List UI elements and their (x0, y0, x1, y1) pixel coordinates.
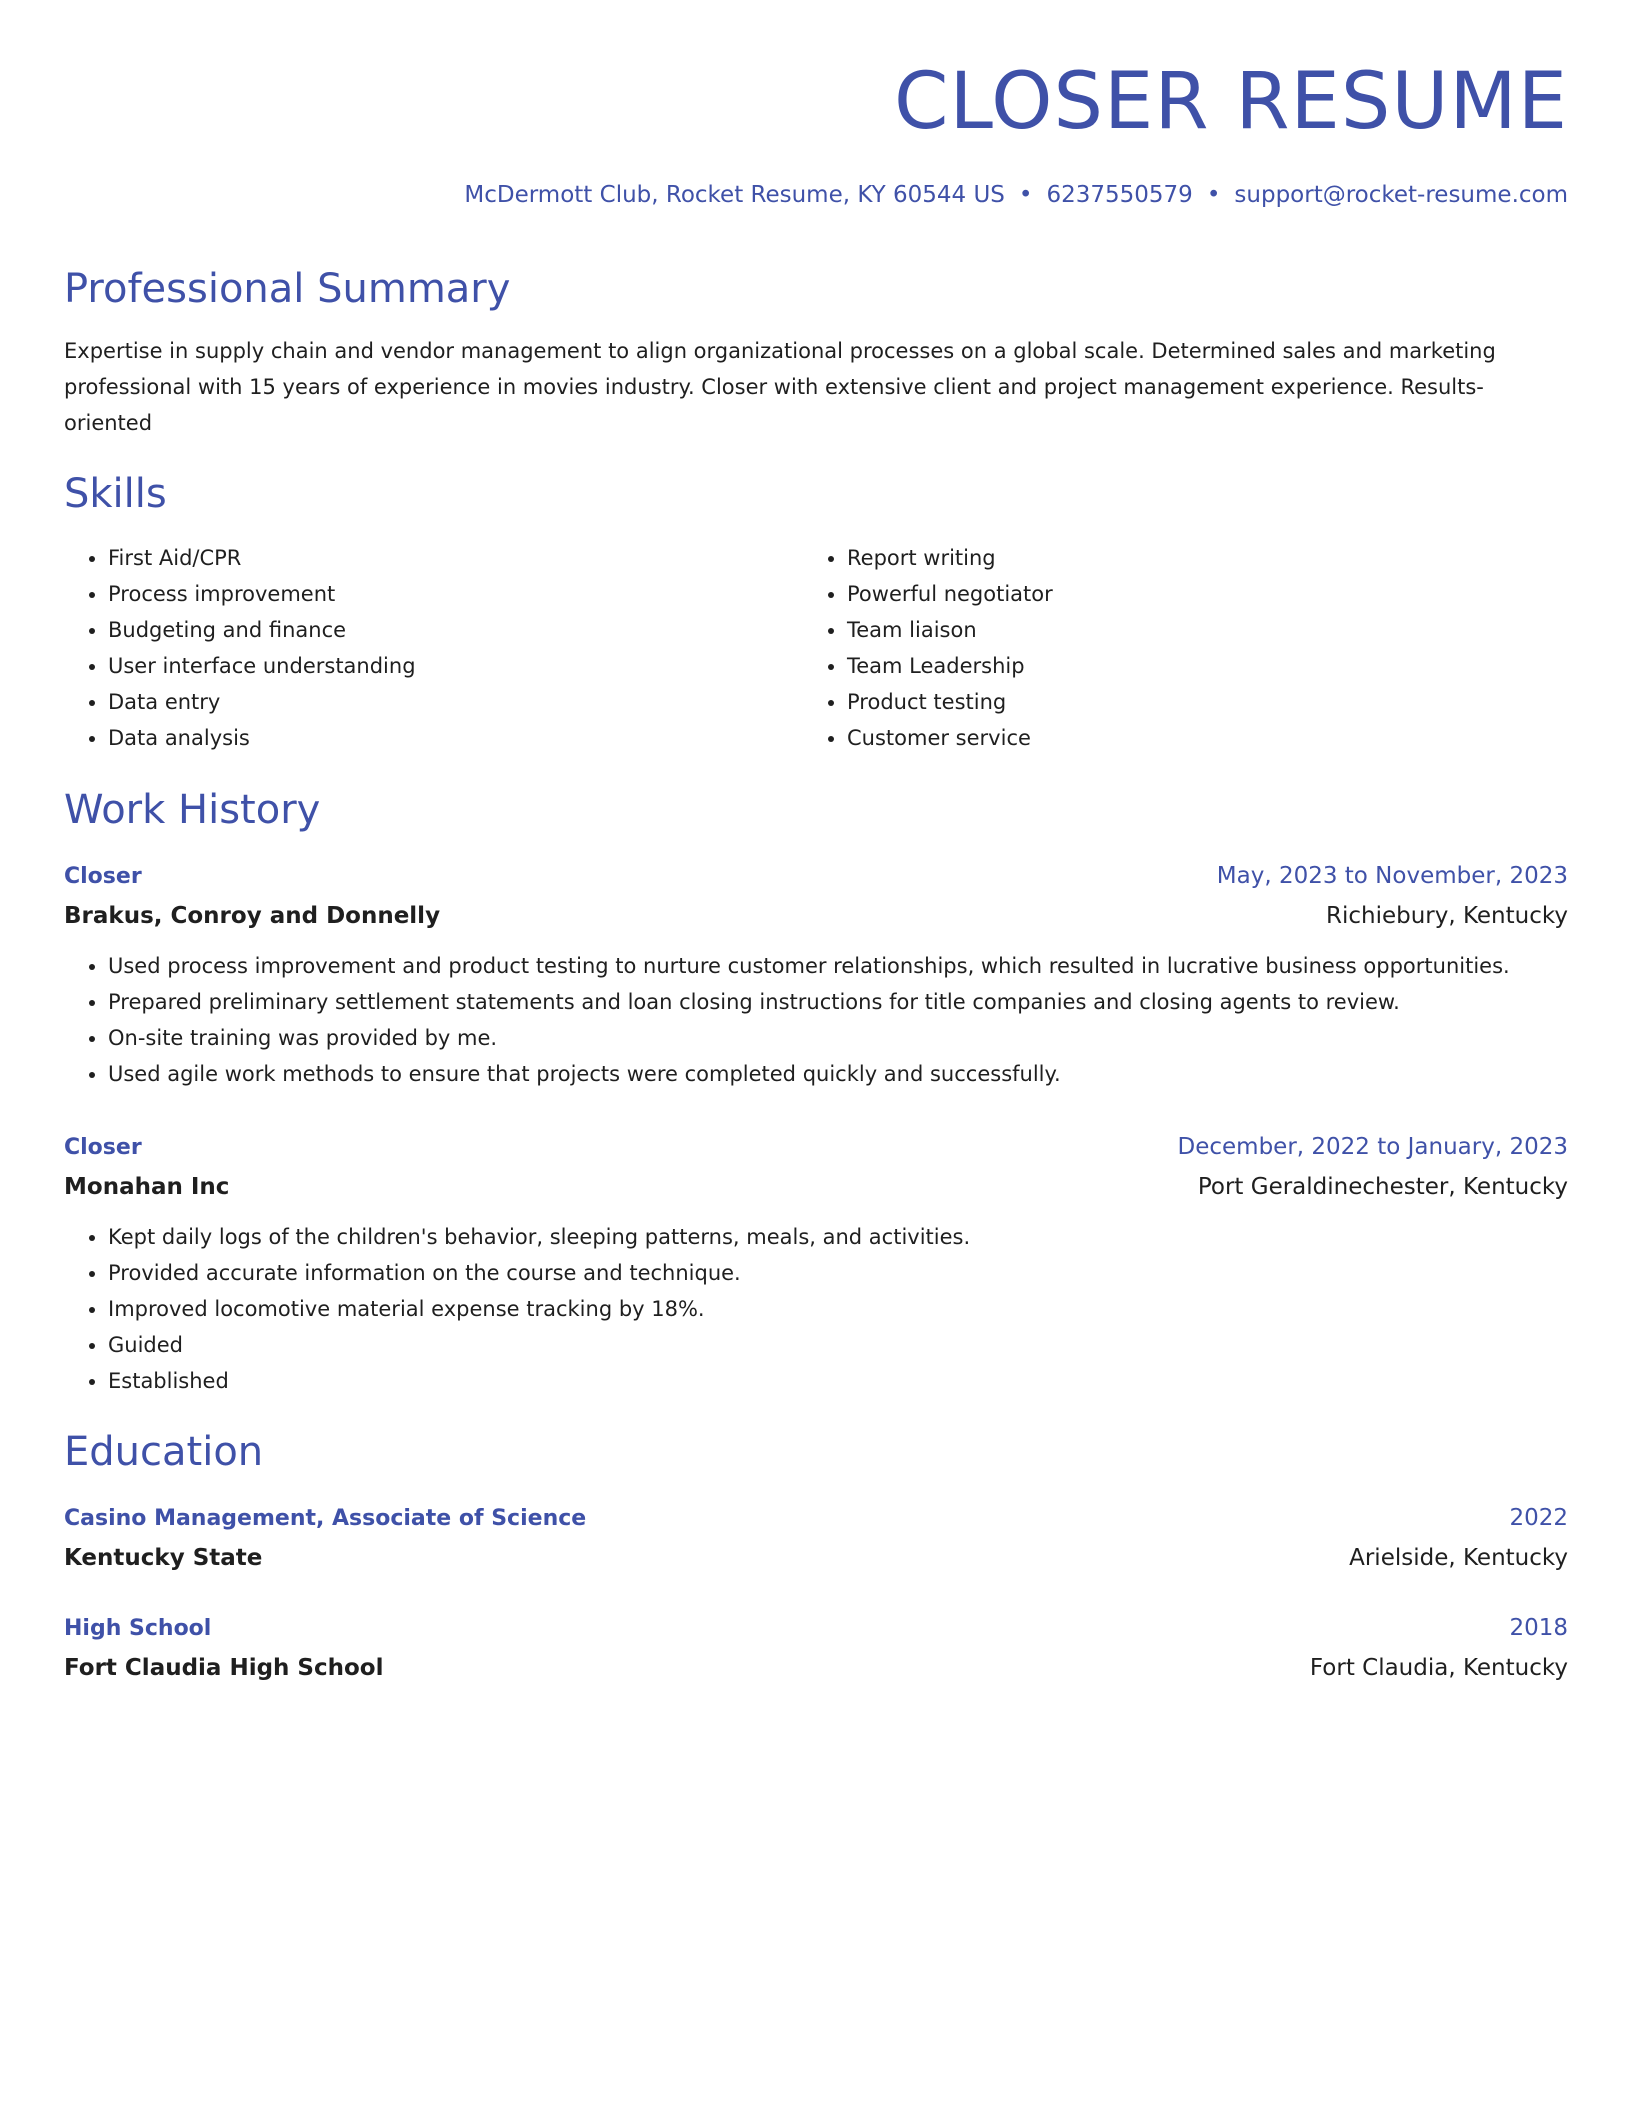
education-entry-subheader (64, 1648, 1568, 1688)
skills-list-right (803, 540, 1053, 756)
skill-item: • User interface understanding (108, 648, 416, 684)
job-bullet: • Kept daily logs of the children's behavior, sleeping patterns, meals, and activities. (108, 1219, 1568, 1255)
company-name: Monahan Inc (64, 1174, 230, 1200)
job-dates: December, 2022 to January, 2023 (1177, 1134, 1568, 1160)
contact-line (464, 182, 1568, 208)
summary-text: Expertise in supply chain and vendor management to align organizational processes on a global scale. Determined sales and marketing professional with 15 years of experience in movies industry. Closer with extensive client and project management experience. Results-oriented (64, 339, 1496, 435)
job-bullets (64, 948, 1568, 1092)
candidate-name: CLOSER RESUME (894, 57, 1568, 147)
skill-item: • Report writing (847, 540, 1053, 576)
work-entry-subheader (64, 1167, 1568, 1207)
work-history-heading: Work History (64, 787, 321, 833)
skill-item: • Customer service (847, 720, 1053, 756)
contact-phone: 6237550579 (1046, 182, 1193, 208)
graduation-year: 2022 (1509, 1505, 1568, 1531)
skill-item: • Process improvement (108, 576, 416, 612)
education-heading: Education (64, 1429, 264, 1475)
job-dates: May, 2023 to November, 2023 (1216, 863, 1568, 889)
job-bullet: • Prepared preliminary settlement statements and loan closing instructions for title companies and closing agents to review. (108, 984, 1568, 1020)
school-name: Kentucky State (64, 1545, 263, 1571)
job-bullet: • Used process improvement and product testing to nurture customer relationships, which resulted in lucrative business opportunities. (108, 948, 1568, 984)
company-name: Brakus, Conroy and Donnelly (64, 903, 441, 929)
summary-heading: Professional Summary (64, 266, 511, 312)
skills-list-left (64, 540, 416, 756)
degree-name: High School (64, 1616, 212, 1641)
job-bullets (64, 1219, 1568, 1399)
job-bullet: • Used agile work methods to ensure that projects were completed quickly and successfully. (108, 1056, 1568, 1092)
resume-header (64, 54, 1568, 150)
job-bullet: • Established (108, 1363, 1568, 1399)
skill-item: • Team Leadership (847, 648, 1053, 684)
job-title: Closer (64, 864, 142, 889)
job-location: Port Geraldinechester, Kentucky (1197, 1174, 1568, 1200)
skill-item: • Data analysis (108, 720, 416, 756)
school-location: Arielside, Kentucky (1349, 1545, 1568, 1571)
work-entry-header (64, 1127, 1568, 1167)
work-entry-subheader (64, 896, 1568, 936)
graduation-year: 2018 (1509, 1615, 1568, 1641)
school-name: Fort Claudia High School (64, 1655, 384, 1681)
skill-item: • First Aid/CPR (108, 540, 416, 576)
job-bullet: • Guided (108, 1327, 1568, 1363)
skill-item: • Data entry (108, 684, 416, 720)
job-bullet: • Improved locomotive material expense tracking by 18%. (108, 1291, 1568, 1327)
education-entry-header (64, 1498, 1568, 1538)
skill-item: • Product testing (847, 684, 1053, 720)
job-location: Richiebury, Kentucky (1325, 903, 1568, 929)
education-entry-header (64, 1608, 1568, 1648)
contact-separator: • (1206, 182, 1221, 208)
work-entry (64, 856, 1568, 1092)
education-entry (64, 1498, 1568, 1578)
degree-name: Casino Management, Associate of Science (64, 1506, 587, 1531)
job-bullet: • On-site training was provided by me. (108, 1020, 1568, 1056)
job-title: Closer (64, 1135, 142, 1160)
work-entry (64, 1127, 1568, 1399)
education-entry-subheader (64, 1538, 1568, 1578)
skill-item: • Team liaison (847, 612, 1053, 648)
work-entry-header (64, 856, 1568, 896)
contact-separator: • (1018, 182, 1033, 208)
skills-heading: Skills (64, 471, 167, 517)
job-bullet: • Provided accurate information on the course and technique. (108, 1255, 1568, 1291)
skill-item: • Budgeting and finance (108, 612, 416, 648)
school-location: Fort Claudia, Kentucky (1309, 1655, 1568, 1681)
contact-address: McDermott Club, Rocket Resume, KY 60544 US (464, 182, 1005, 208)
skill-item: • Powerful negotiator (847, 576, 1053, 612)
education-entry (64, 1608, 1568, 1688)
contact-email[interactable]: support@rocket-resume.com (1234, 182, 1568, 208)
